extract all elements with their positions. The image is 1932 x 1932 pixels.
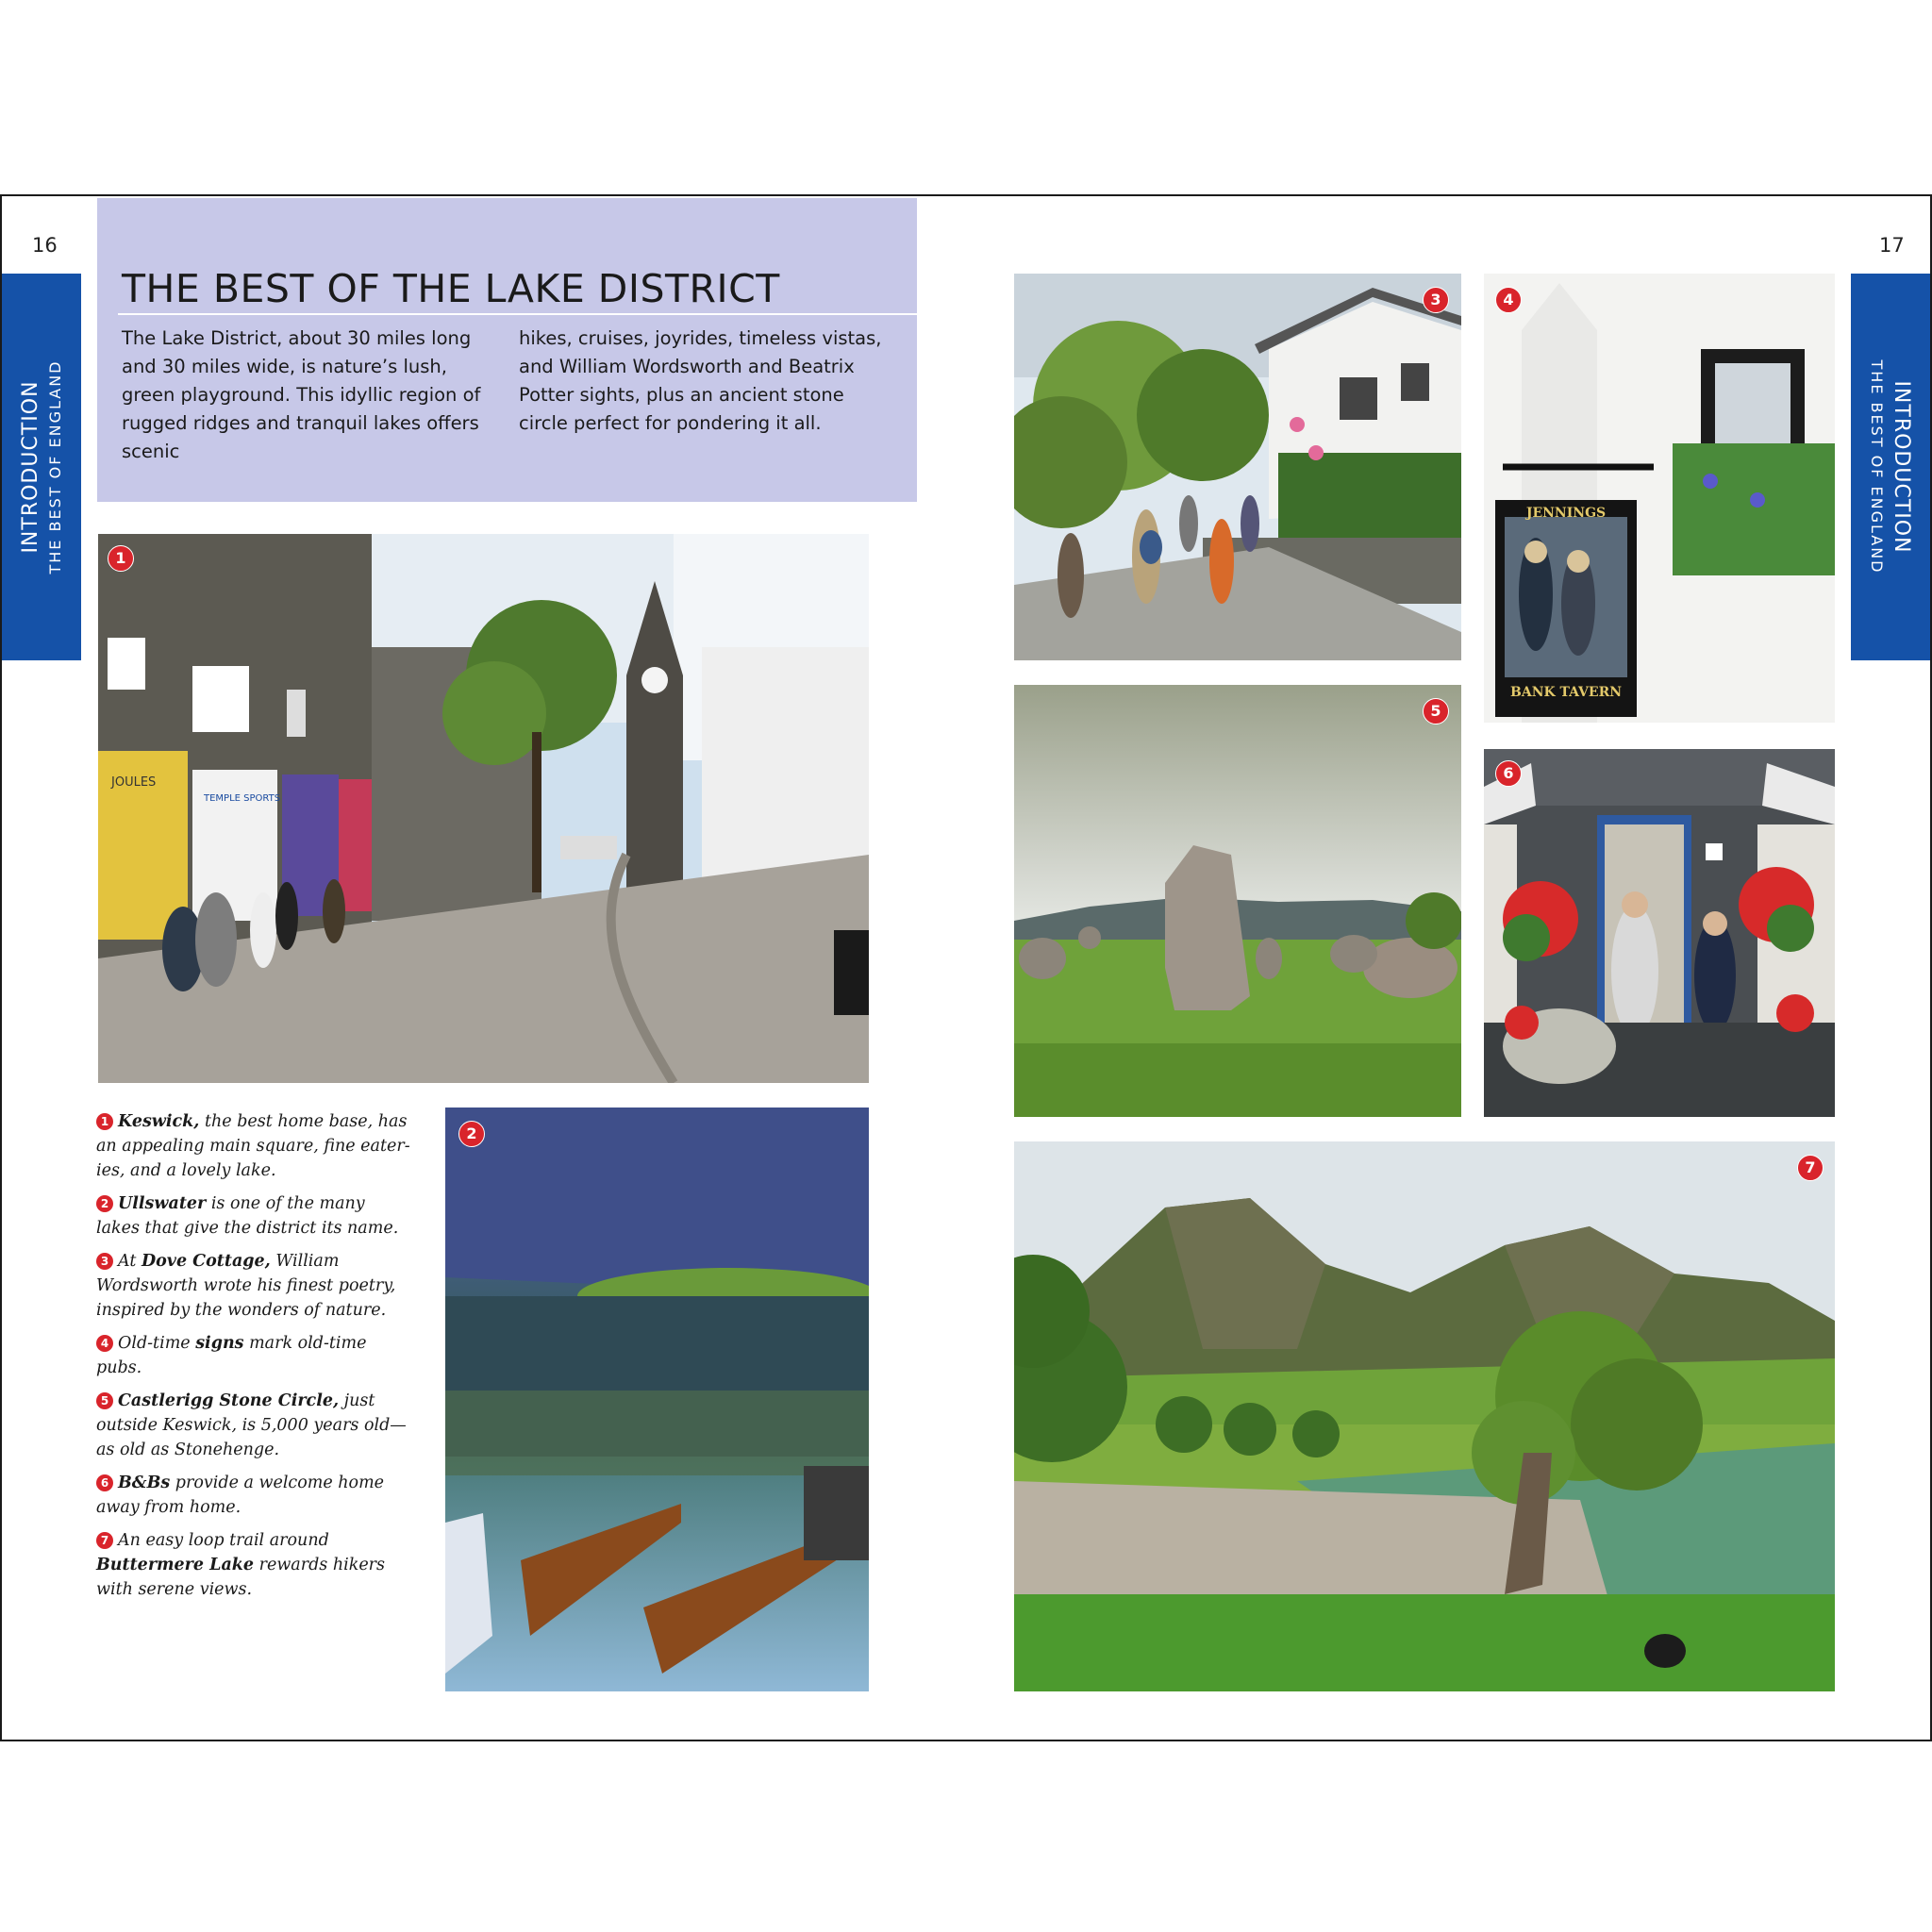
caption-3: 3 At Dove Cottage, William Wordsworth wrote his finest poetry, inspired by the wonders of nature. xyxy=(96,1252,396,1320)
caption-highlight: Castlerigg Stone Circle, xyxy=(118,1391,340,1410)
photo-badge: 2 xyxy=(458,1121,485,1147)
section-tab-left xyxy=(2,274,81,660)
caption-2: 2 Ullswater is one of the many lakes that give the district its name. xyxy=(96,1194,399,1238)
photo-buttermere-lake xyxy=(1014,1141,1835,1691)
photo-keswick-square xyxy=(98,534,869,1083)
caption-highlight: Dove Cottage, xyxy=(141,1252,271,1271)
pub-sign-brand: JENNINGS xyxy=(1525,506,1607,521)
photo-badge: 6 xyxy=(1495,760,1522,787)
photo-badge: 5 xyxy=(1423,698,1449,724)
section-tab-subtitle: THE BEST OF ENGLAND xyxy=(46,359,64,575)
shop-sign-temple-sports: TEMPLE SPORTS xyxy=(204,793,281,804)
intro-text-column-2: hikes, cruises, joyrides, timeless vistas, and William Wordsworth and Beatrix Potter sights, plus an ancient stone circle perfect for pondering it all. xyxy=(519,327,882,434)
caption-highlight: signs xyxy=(195,1334,244,1353)
caption-number: 2 xyxy=(96,1195,113,1212)
intro-text-column-1: The Lake District, about 30 miles long and 30 miles wide, is nature’s lush, green playground. This idyllic region of rugged ridges and tranquil lakes offers scenic xyxy=(122,327,481,462)
caption-highlight: Ullswater xyxy=(118,1194,207,1213)
photo-captions xyxy=(96,1109,412,1610)
caption-number: 5 xyxy=(96,1392,113,1409)
section-tab-title: INTRODUCTION xyxy=(1890,380,1913,554)
caption-number: 7 xyxy=(96,1532,113,1549)
caption-number: 6 xyxy=(96,1474,113,1491)
section-tab-subtitle: THE BEST OF ENGLAND xyxy=(1868,359,1886,575)
intro-box xyxy=(97,198,917,502)
caption-1: 1 Keswick, the best home base, has an appealing main square, fine eater-ies, and a lovely lake. xyxy=(96,1112,410,1180)
section-tab-right xyxy=(1851,274,1930,660)
photo-ullswater xyxy=(445,1108,869,1691)
page-number-right: 17 xyxy=(1879,234,1905,257)
caption-highlight: Buttermere Lake xyxy=(96,1556,255,1574)
page-number-left: 16 xyxy=(32,234,58,257)
caption-number: 1 xyxy=(96,1113,113,1130)
caption-4: 4 Old-time signs mark old-time pubs. xyxy=(96,1334,367,1377)
title-divider xyxy=(118,313,917,315)
photo-badge: 4 xyxy=(1495,287,1522,313)
caption-6: 6 B&Bs provide a welcome home away from home. xyxy=(96,1474,385,1517)
caption-7: 7 An easy loop trail around Buttermere Lake rewards hikers with serene views. xyxy=(96,1531,386,1599)
photo-bed-and-breakfast xyxy=(1484,749,1835,1117)
photo-badge: 7 xyxy=(1797,1155,1824,1181)
caption-number: 3 xyxy=(96,1253,113,1270)
shop-sign-joules: JOULES xyxy=(111,775,157,790)
photo-castlerigg-stones xyxy=(1014,685,1461,1117)
caption-number: 4 xyxy=(96,1335,113,1352)
pub-sign-name: BANK TAVERN xyxy=(1510,685,1622,700)
photo-pub-sign xyxy=(1484,274,1835,723)
photo-badge: 1 xyxy=(108,545,134,572)
photo-badge: 3 xyxy=(1423,287,1449,313)
photo-dove-cottage xyxy=(1014,274,1461,660)
page-title: THE BEST OF THE LAKE DISTRICT xyxy=(122,266,780,311)
section-tab-title: INTRODUCTION xyxy=(19,380,42,554)
caption-5: 5 Castlerigg Stone Circle, just outside Keswick, is 5,000 years old—as old as Stonehenge. xyxy=(96,1391,407,1459)
caption-highlight: Keswick, xyxy=(118,1112,200,1131)
caption-highlight: B&Bs xyxy=(118,1474,171,1492)
